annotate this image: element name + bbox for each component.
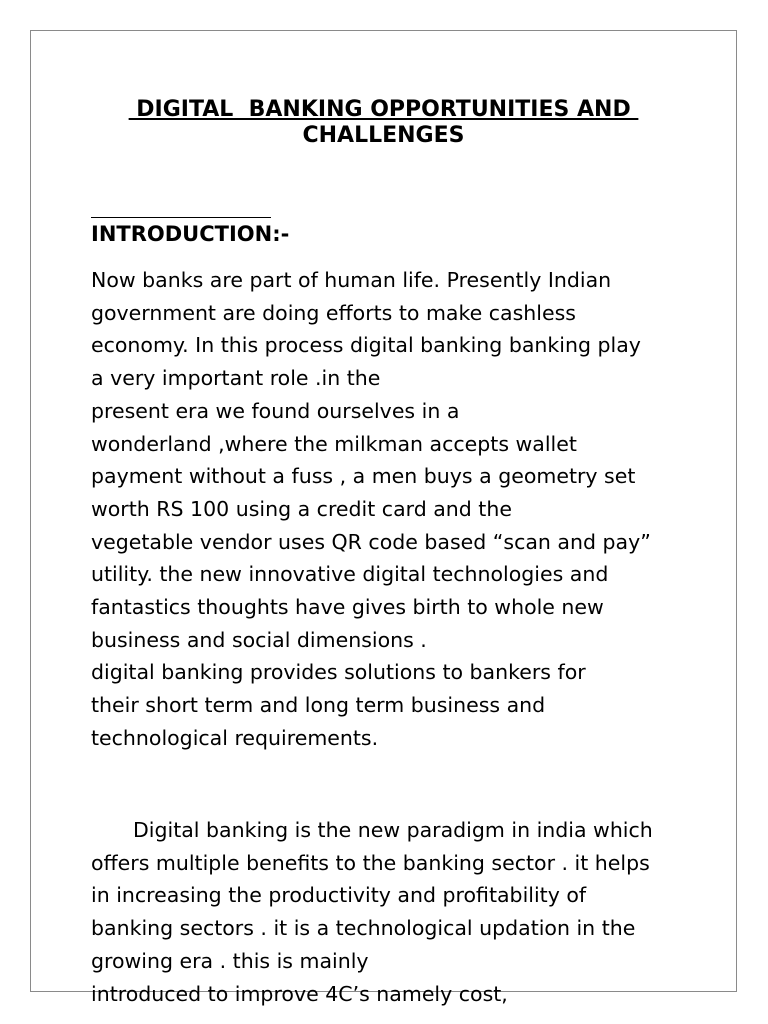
paragraph-line: offers multiple benefits to the banking sector . it helps xyxy=(91,850,650,875)
paragraph-line: government are doing efforts to make cashless xyxy=(91,300,576,325)
introduction-heading: INTRODUCTION:- xyxy=(91,222,290,246)
paragraph-line: their short term and long term business and xyxy=(91,693,546,718)
paragraph-line: present era we found ourselves in a xyxy=(91,398,460,423)
paragraph-line: utility. the new innovative digital technologies and xyxy=(91,562,609,587)
paragraph-line: in increasing the productivity and profitability of xyxy=(91,883,587,908)
title-line-1: DIGITAL BANKING OPPORTUNITIES AND xyxy=(128,97,639,122)
paragraph-line: economy. In this process digital banking banking play xyxy=(91,333,641,358)
paragraph-line: a very important role .in the xyxy=(91,366,381,391)
paragraph-line: digital banking provides solutions to bankers for xyxy=(91,660,586,685)
paragraph-line: growing era . this is mainly xyxy=(91,948,369,973)
paragraph-line: Now banks are part of human life. Presently Indian xyxy=(91,268,612,292)
paragraph-line: fantastics thoughts have gives birth to whole new xyxy=(91,595,604,620)
paragraph-line: banking sectors . it is a technological updation in the xyxy=(91,916,636,941)
document-title xyxy=(30,97,737,149)
paragraph-line: business and social dimensions . xyxy=(91,627,427,652)
paragraph-line: Digital banking is the new paradigm in india which xyxy=(133,818,653,842)
paragraph-1 xyxy=(91,264,651,755)
paragraph-line: payment without a fuss , a men buys a geometry set xyxy=(91,464,636,489)
title-line-2: CHALLENGES xyxy=(302,123,465,148)
paragraph-2 xyxy=(91,814,653,1010)
heading-rule xyxy=(91,217,271,218)
paragraph-line: wonderland ,where the milkman accepts wallet xyxy=(91,431,577,456)
paragraph-line: worth RS 100 using a credit card and the xyxy=(91,496,512,521)
paragraph-line: vegetable vendor uses QR code based “scan and pay” xyxy=(91,529,651,554)
paragraph-line: introduced to improve 4C’s namely cost, xyxy=(91,981,508,1006)
paragraph-line: technological requirements. xyxy=(91,725,379,750)
